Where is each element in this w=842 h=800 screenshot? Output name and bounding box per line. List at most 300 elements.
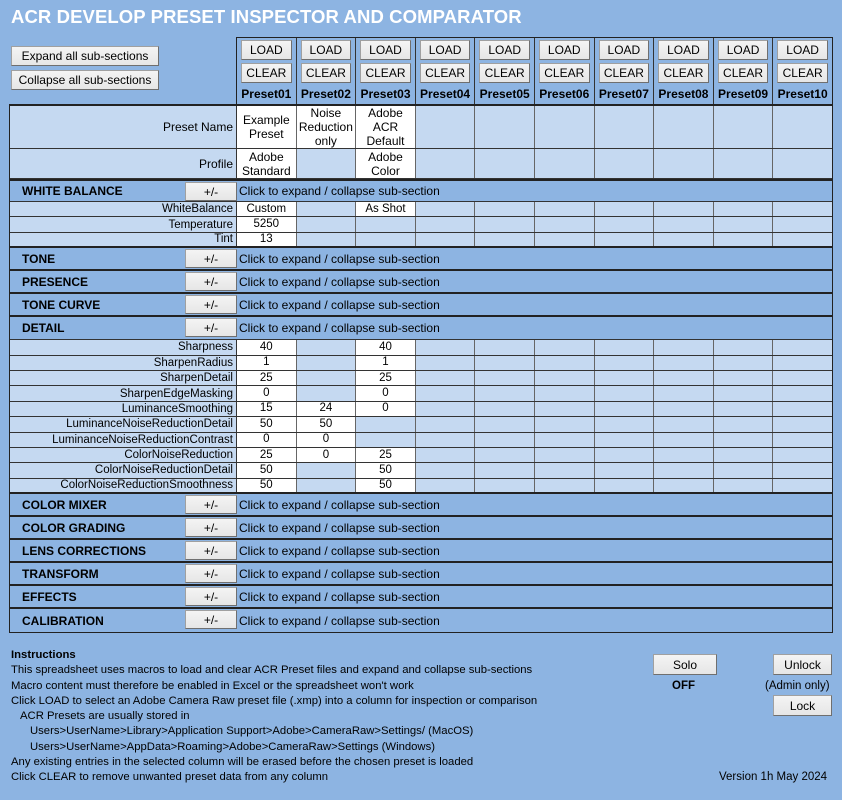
- load-button[interactable]: LOAD: [658, 40, 709, 60]
- version-label: Version 1h May 2024: [719, 771, 828, 783]
- section-hint: Click to expand / collapse sub-section: [239, 566, 440, 581]
- value-cell[interactable]: [654, 417, 714, 431]
- load-button[interactable]: LOAD: [777, 40, 828, 60]
- instruction-line: Any existing entries in the selected column will be erased before the chosen preset is loaded: [11, 756, 474, 769]
- value-cell[interactable]: 0: [356, 402, 416, 416]
- value-cell[interactable]: [475, 386, 535, 400]
- value-cell[interactable]: [416, 417, 476, 431]
- value-cell[interactable]: [714, 386, 774, 400]
- toggle-section-button[interactable]: +/-: [185, 182, 237, 201]
- instruction-line: This spreadsheet uses macros to load and clear ACR Preset files and expand and collapse sub-sections: [11, 664, 533, 677]
- section-hint: Click to expand / collapse sub-section: [239, 321, 440, 336]
- section-header-calibration: [10, 609, 832, 632]
- value-cell[interactable]: [475, 149, 535, 178]
- value-cell[interactable]: [773, 386, 832, 400]
- preset-column-label: Preset10: [777, 87, 828, 101]
- value-cell[interactable]: 13: [237, 233, 297, 246]
- value-cell[interactable]: [595, 448, 655, 462]
- section-header-white-balance: [10, 179, 832, 202]
- value-cell[interactable]: 0: [237, 386, 297, 400]
- value-cell[interactable]: 50: [297, 417, 357, 431]
- value-cell[interactable]: [595, 417, 655, 431]
- row-cells: [237, 340, 832, 354]
- value-cell[interactable]: [416, 340, 476, 354]
- preset-column-2: [297, 38, 357, 105]
- row-cells: [237, 402, 832, 416]
- value-cell[interactable]: [773, 479, 832, 492]
- preset-column-label: Preset02: [300, 87, 351, 101]
- value-cell[interactable]: [654, 463, 714, 477]
- table-row: [10, 202, 832, 217]
- value-cell[interactable]: [654, 106, 714, 148]
- preset-column-label: Preset06: [539, 87, 590, 101]
- section-header-tone: [10, 248, 832, 271]
- value-cell[interactable]: [297, 202, 357, 216]
- table-row: [10, 371, 832, 386]
- value-cell[interactable]: [714, 463, 774, 477]
- value-cell[interactable]: [475, 402, 535, 416]
- section-hint: Click to expand / collapse sub-section: [239, 613, 440, 628]
- section-hint: Click to expand / collapse sub-section: [239, 520, 440, 535]
- clear-button[interactable]: CLEAR: [241, 63, 292, 83]
- value-cell[interactable]: 50: [356, 463, 416, 477]
- preset-column-8: [654, 38, 714, 105]
- value-cell[interactable]: [654, 340, 714, 354]
- section-name: TONE CURVE: [22, 297, 101, 312]
- value-cell[interactable]: [595, 202, 655, 216]
- instruction-line: Click CLEAR to remove unwanted preset data from any column: [11, 771, 329, 784]
- value-cell[interactable]: [773, 463, 832, 477]
- value-cell[interactable]: [475, 433, 535, 447]
- row-cells: [237, 233, 832, 246]
- preset-column-4: [416, 38, 476, 105]
- value-cell[interactable]: [654, 217, 714, 231]
- lock-button[interactable]: Lock: [773, 695, 832, 716]
- row-label: SharpenDetail: [10, 371, 237, 385]
- clear-button[interactable]: CLEAR: [301, 63, 352, 83]
- preset-column-9: [714, 38, 774, 105]
- preset-column-6: [535, 38, 595, 105]
- section-header-color-mixer: [10, 494, 832, 517]
- preset-column-label: Preset03: [360, 87, 411, 101]
- value-cell[interactable]: [595, 371, 655, 385]
- toggle-section-button[interactable]: +/-: [185, 564, 237, 583]
- preset-table: [9, 104, 833, 633]
- table-row: [10, 479, 832, 494]
- value-cell[interactable]: [773, 233, 832, 246]
- value-cell[interactable]: [416, 463, 476, 477]
- solo-status: OFF: [672, 680, 695, 692]
- value-cell[interactable]: [356, 417, 416, 431]
- value-cell[interactable]: [654, 356, 714, 370]
- value-cell[interactable]: [535, 233, 595, 246]
- value-cell[interactable]: [475, 479, 535, 492]
- preset-column-label: Preset05: [479, 87, 530, 101]
- value-cell[interactable]: [773, 417, 832, 431]
- value-cell[interactable]: [297, 371, 357, 385]
- value-cell[interactable]: [714, 149, 774, 178]
- value-cell[interactable]: [535, 402, 595, 416]
- table-row: [10, 106, 832, 149]
- row-cells: [237, 479, 832, 492]
- value-cell[interactable]: [297, 340, 357, 354]
- value-cell[interactable]: [356, 233, 416, 246]
- value-cell[interactable]: [654, 448, 714, 462]
- row-cells: [237, 417, 832, 431]
- table-row: [10, 149, 832, 179]
- row-label: ColorNoiseReduction: [10, 448, 237, 462]
- value-cell[interactable]: [297, 217, 357, 231]
- toggle-section-button[interactable]: +/-: [185, 495, 237, 514]
- value-cell[interactable]: [416, 402, 476, 416]
- value-cell[interactable]: 0: [297, 448, 357, 462]
- value-cell[interactable]: [654, 479, 714, 492]
- value-cell[interactable]: [773, 402, 832, 416]
- row-cells: [237, 463, 832, 477]
- value-cell[interactable]: [475, 217, 535, 231]
- value-cell[interactable]: 15: [237, 402, 297, 416]
- value-cell[interactable]: [535, 356, 595, 370]
- load-button[interactable]: LOAD: [539, 40, 590, 60]
- row-label: ColorNoiseReductionDetail: [10, 463, 237, 477]
- solo-button[interactable]: Solo: [653, 654, 717, 675]
- toggle-section-button[interactable]: +/-: [185, 249, 237, 268]
- table-row: [10, 417, 832, 432]
- value-cell[interactable]: [714, 371, 774, 385]
- toggle-section-button[interactable]: +/-: [185, 272, 237, 291]
- value-cell[interactable]: 5250: [237, 217, 297, 231]
- instructions-heading: Instructions: [11, 649, 76, 661]
- row-label: SharpenEdgeMasking: [10, 386, 237, 400]
- value-cell[interactable]: [535, 386, 595, 400]
- row-label: Profile: [10, 149, 237, 178]
- value-cell[interactable]: 40: [356, 340, 416, 354]
- value-cell[interactable]: 40: [237, 340, 297, 354]
- instruction-line: Macro content must therefore be enabled in Excel or the spreadsheet won't work: [11, 679, 414, 692]
- toggle-section-button[interactable]: +/-: [185, 318, 237, 337]
- value-cell[interactable]: [714, 233, 774, 246]
- value-cell[interactable]: 0: [356, 386, 416, 400]
- value-cell[interactable]: [595, 217, 655, 231]
- clear-button[interactable]: CLEAR: [539, 63, 590, 83]
- value-cell[interactable]: [535, 417, 595, 431]
- preset-column-label: Preset09: [718, 87, 769, 101]
- load-button[interactable]: LOAD: [420, 40, 471, 60]
- value-cell[interactable]: Adobe Color: [356, 149, 416, 178]
- value-cell[interactable]: [654, 233, 714, 246]
- value-cell[interactable]: Example Preset: [237, 106, 297, 148]
- section-name: CALIBRATION: [22, 613, 104, 628]
- instruction-line: Users>UserName>AppData>Roaming>Adobe>CameraRaw>Settings (Windows): [30, 740, 435, 753]
- value-cell[interactable]: [595, 106, 655, 148]
- value-cell[interactable]: [535, 106, 595, 148]
- value-cell[interactable]: [535, 202, 595, 216]
- row-label: LuminanceSmoothing: [10, 402, 237, 416]
- value-cell[interactable]: [416, 233, 476, 246]
- value-cell[interactable]: [595, 479, 655, 492]
- value-cell[interactable]: [714, 448, 774, 462]
- value-cell[interactable]: [714, 356, 774, 370]
- value-cell[interactable]: [714, 340, 774, 354]
- section-hint: Click to expand / collapse sub-section: [239, 589, 440, 604]
- preset-column-label: Preset08: [658, 87, 709, 101]
- row-cells: [237, 448, 832, 462]
- table-row: [10, 233, 832, 248]
- value-cell[interactable]: [416, 217, 476, 231]
- value-cell[interactable]: [773, 202, 832, 216]
- row-cells: [237, 217, 832, 231]
- value-cell[interactable]: [714, 479, 774, 492]
- toggle-section-button[interactable]: +/-: [185, 587, 237, 606]
- row-cells: [237, 356, 832, 370]
- table-row: [10, 463, 832, 478]
- value-cell[interactable]: [416, 356, 476, 370]
- row-cells: [237, 386, 832, 400]
- value-cell[interactable]: [714, 202, 774, 216]
- value-cell[interactable]: [297, 463, 357, 477]
- value-cell[interactable]: [475, 448, 535, 462]
- row-label: LuminanceNoiseReductionDetail: [10, 417, 237, 431]
- preset-column-1: [237, 38, 297, 105]
- value-cell[interactable]: [714, 433, 774, 447]
- value-cell[interactable]: [416, 448, 476, 462]
- value-cell[interactable]: [595, 233, 655, 246]
- value-cell[interactable]: Custom: [237, 202, 297, 216]
- section-name: COLOR MIXER: [22, 497, 107, 512]
- section-name: EFFECTS: [22, 589, 77, 604]
- value-cell[interactable]: [475, 356, 535, 370]
- value-cell[interactable]: [416, 386, 476, 400]
- value-cell[interactable]: [654, 371, 714, 385]
- instruction-line: ACR Presets are usually stored in: [20, 710, 190, 723]
- section-hint: Click to expand / collapse sub-section: [239, 297, 440, 312]
- value-cell[interactable]: [773, 371, 832, 385]
- page-title: ACR DEVELOP PRESET INSPECTOR AND COMPARATOR: [11, 6, 522, 27]
- value-cell[interactable]: [535, 217, 595, 231]
- clear-button[interactable]: CLEAR: [777, 63, 828, 83]
- section-name: DETAIL: [22, 321, 65, 336]
- clear-button[interactable]: CLEAR: [360, 63, 411, 83]
- value-cell[interactable]: [595, 356, 655, 370]
- expand-all-button[interactable]: Expand all sub-sections: [11, 46, 159, 66]
- preset-column-header: [236, 37, 833, 105]
- value-cell[interactable]: [356, 217, 416, 231]
- section-header-tone-curve: [10, 294, 832, 317]
- value-cell[interactable]: [595, 402, 655, 416]
- value-cell[interactable]: 0: [297, 433, 357, 447]
- value-cell[interactable]: [595, 386, 655, 400]
- row-label: ColorNoiseReductionSmoothness: [10, 479, 237, 492]
- value-cell[interactable]: [416, 202, 476, 216]
- load-button[interactable]: LOAD: [718, 40, 769, 60]
- value-cell[interactable]: 1: [356, 356, 416, 370]
- value-cell[interactable]: [475, 202, 535, 216]
- row-label: Preset Name: [10, 106, 237, 148]
- toggle-section-button[interactable]: +/-: [185, 610, 237, 629]
- row-label: WhiteBalance: [10, 202, 237, 216]
- section-header-effects: [10, 586, 832, 609]
- section-name: TRANSFORM: [22, 566, 99, 581]
- value-cell[interactable]: [416, 106, 476, 148]
- table-row: [10, 402, 832, 417]
- value-cell[interactable]: [475, 106, 535, 148]
- value-cell[interactable]: [297, 356, 357, 370]
- table-row: [10, 356, 832, 371]
- value-cell[interactable]: [773, 448, 832, 462]
- preset-column-3: [356, 38, 416, 105]
- section-name: PRESENCE: [22, 274, 89, 289]
- clear-button[interactable]: CLEAR: [420, 63, 471, 83]
- value-cell[interactable]: [654, 402, 714, 416]
- instructions-panel: [11, 648, 537, 786]
- value-cell[interactable]: 50: [237, 417, 297, 431]
- value-cell[interactable]: [773, 149, 832, 178]
- value-cell[interactable]: [416, 149, 476, 178]
- value-cell[interactable]: As Shot: [356, 202, 416, 216]
- value-cell[interactable]: [773, 356, 832, 370]
- preset-column-5: [475, 38, 535, 105]
- toggle-section-button[interactable]: +/-: [185, 541, 237, 560]
- load-button[interactable]: LOAD: [479, 40, 530, 60]
- table-row: [10, 217, 832, 232]
- value-cell[interactable]: [535, 433, 595, 447]
- value-cell[interactable]: [535, 149, 595, 178]
- row-label: Tint: [10, 233, 237, 246]
- toggle-section-button[interactable]: +/-: [185, 518, 237, 537]
- value-cell[interactable]: [535, 463, 595, 477]
- table-row: [10, 340, 832, 355]
- value-cell[interactable]: [475, 417, 535, 431]
- value-cell[interactable]: [416, 479, 476, 492]
- section-name: COLOR GRADING: [22, 520, 126, 535]
- value-cell[interactable]: [475, 371, 535, 385]
- value-cell[interactable]: [475, 340, 535, 354]
- value-cell[interactable]: [535, 448, 595, 462]
- value-cell[interactable]: [773, 340, 832, 354]
- value-cell[interactable]: 50: [237, 479, 297, 492]
- section-hint: Click to expand / collapse sub-section: [239, 543, 440, 558]
- row-cells: [237, 149, 832, 178]
- section-name: TONE: [22, 251, 56, 266]
- value-cell[interactable]: [595, 463, 655, 477]
- value-cell[interactable]: [773, 217, 832, 231]
- section-header-color-grading: [10, 517, 832, 540]
- instruction-line: Click LOAD to select an Adobe Camera Raw preset file (.xmp) into a column for inspection or comparison: [11, 694, 538, 707]
- section-name: LENS CORRECTIONS: [22, 543, 147, 558]
- value-cell[interactable]: [475, 233, 535, 246]
- value-cell[interactable]: Noise Reduction only: [297, 106, 357, 148]
- row-cells: [237, 433, 832, 447]
- row-label: Temperature: [10, 217, 237, 231]
- value-cell[interactable]: [297, 479, 357, 492]
- clear-button[interactable]: CLEAR: [718, 63, 769, 83]
- row-label: LuminanceNoiseReductionContrast: [10, 433, 237, 447]
- value-cell[interactable]: [654, 433, 714, 447]
- value-cell[interactable]: [535, 340, 595, 354]
- value-cell[interactable]: [297, 233, 357, 246]
- section-header-detail: [10, 317, 832, 340]
- value-cell[interactable]: [297, 386, 357, 400]
- value-cell[interactable]: 50: [356, 479, 416, 492]
- value-cell[interactable]: 25: [237, 448, 297, 462]
- collapse-all-button[interactable]: Collapse all sub-sections: [11, 70, 159, 90]
- value-cell[interactable]: [654, 386, 714, 400]
- load-button[interactable]: LOAD: [301, 40, 352, 60]
- value-cell[interactable]: [714, 217, 774, 231]
- preset-column-label: Preset07: [598, 87, 649, 101]
- section-name: WHITE BALANCE: [22, 184, 123, 198]
- section-header-lens-corrections: [10, 540, 832, 563]
- preset-column-label: Preset01: [241, 87, 292, 101]
- value-cell[interactable]: 50: [237, 463, 297, 477]
- value-cell[interactable]: 1: [237, 356, 297, 370]
- load-button[interactable]: LOAD: [241, 40, 292, 60]
- value-cell[interactable]: 25: [356, 371, 416, 385]
- row-label: Sharpness: [10, 340, 237, 354]
- value-cell[interactable]: [773, 433, 832, 447]
- row-cells: [237, 106, 832, 148]
- value-cell[interactable]: [714, 402, 774, 416]
- clear-button[interactable]: CLEAR: [599, 63, 650, 83]
- value-cell[interactable]: 25: [237, 371, 297, 385]
- value-cell[interactable]: 25: [356, 448, 416, 462]
- clear-button[interactable]: CLEAR: [479, 63, 530, 83]
- value-cell[interactable]: [595, 149, 655, 178]
- value-cell[interactable]: [535, 479, 595, 492]
- value-cell[interactable]: [595, 340, 655, 354]
- load-button[interactable]: LOAD: [360, 40, 411, 60]
- value-cell[interactable]: 0: [237, 433, 297, 447]
- table-row: [10, 386, 832, 401]
- row-cells: [237, 371, 832, 385]
- value-cell[interactable]: [654, 149, 714, 178]
- section-header-transform: [10, 563, 832, 586]
- section-hint: Click to expand / collapse sub-section: [239, 274, 440, 289]
- value-cell[interactable]: [416, 371, 476, 385]
- table-row: [10, 448, 832, 463]
- value-cell[interactable]: [416, 433, 476, 447]
- preset-column-10: [773, 38, 832, 105]
- value-cell[interactable]: [654, 202, 714, 216]
- value-cell[interactable]: [595, 433, 655, 447]
- table-row: [10, 433, 832, 448]
- section-hint: Click to expand / collapse sub-section: [239, 184, 440, 198]
- section-hint: Click to expand / collapse sub-section: [239, 251, 440, 266]
- value-cell[interactable]: [714, 106, 774, 148]
- value-cell[interactable]: [356, 433, 416, 447]
- value-cell[interactable]: Adobe Standard: [237, 149, 297, 178]
- value-cell[interactable]: [714, 417, 774, 431]
- preset-column-7: [595, 38, 655, 105]
- preset-column-label: Preset04: [420, 87, 471, 101]
- toggle-section-button[interactable]: +/-: [185, 295, 237, 314]
- row-cells: [237, 202, 832, 216]
- value-cell[interactable]: [475, 463, 535, 477]
- clear-button[interactable]: CLEAR: [658, 63, 709, 83]
- value-cell[interactable]: [773, 106, 832, 148]
- section-header-presence: [10, 271, 832, 294]
- section-hint: Click to expand / collapse sub-section: [239, 497, 440, 512]
- value-cell[interactable]: [297, 149, 357, 178]
- row-label: SharpenRadius: [10, 356, 237, 370]
- unlock-button[interactable]: Unlock: [773, 654, 832, 675]
- admin-only-note: (Admin only): [765, 680, 830, 692]
- value-cell[interactable]: [535, 371, 595, 385]
- value-cell[interactable]: 24: [297, 402, 357, 416]
- instruction-line: Users>UserName>Library>Application Support>Adobe>CameraRaw>Settings/ (MacOS): [30, 725, 474, 738]
- load-button[interactable]: LOAD: [599, 40, 650, 60]
- value-cell[interactable]: Adobe ACR Default: [356, 106, 416, 148]
